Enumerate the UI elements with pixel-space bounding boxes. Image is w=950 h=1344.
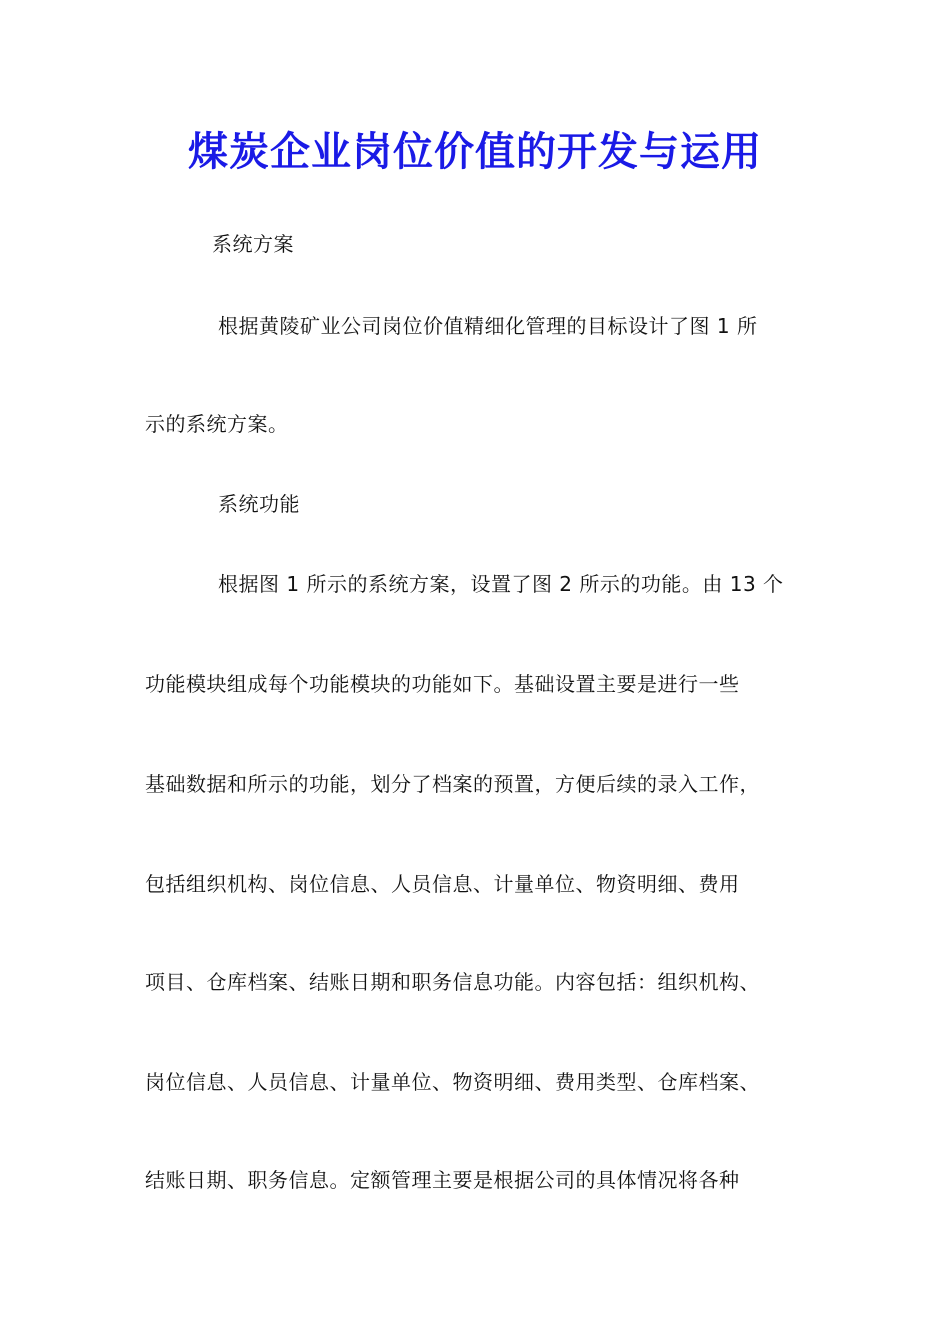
- paragraph-line: 根据黄陵矿业公司岗位价值精细化管理的目标设计了图 1 所: [218, 314, 758, 338]
- paragraph-line: 根据图 1 所示的系统方案，设置了图 2 所示的功能。由 13 个: [218, 572, 784, 596]
- paragraph-line: 示的系统方案。: [145, 412, 289, 436]
- paragraph-line: 结账日期、职务信息。定额管理主要是根据公司的具体情况将各种: [145, 1168, 740, 1192]
- section-heading-system-plan: 系统方案: [212, 232, 294, 256]
- paragraph-line: 包括组织机构、岗位信息、人员信息、计量单位、物资明细、费用: [145, 872, 740, 896]
- section-heading-system-functions: 系统功能: [218, 492, 300, 516]
- paragraph-line: 项目、仓库档案、结账日期和职务信息功能。内容包括：组织机构、: [145, 970, 760, 994]
- paragraph-line: 功能模块组成每个功能模块的功能如下。基础设置主要是进行一些: [145, 672, 740, 696]
- paragraph-line: 岗位信息、人员信息、计量单位、物资明细、费用类型、仓库档案、: [145, 1070, 760, 1094]
- paragraph-line: 基础数据和所示的功能，划分了档案的预置，方便后续的录入工作，: [145, 772, 760, 796]
- document-title: 煤炭企业岗位价值的开发与运用: [188, 129, 762, 175]
